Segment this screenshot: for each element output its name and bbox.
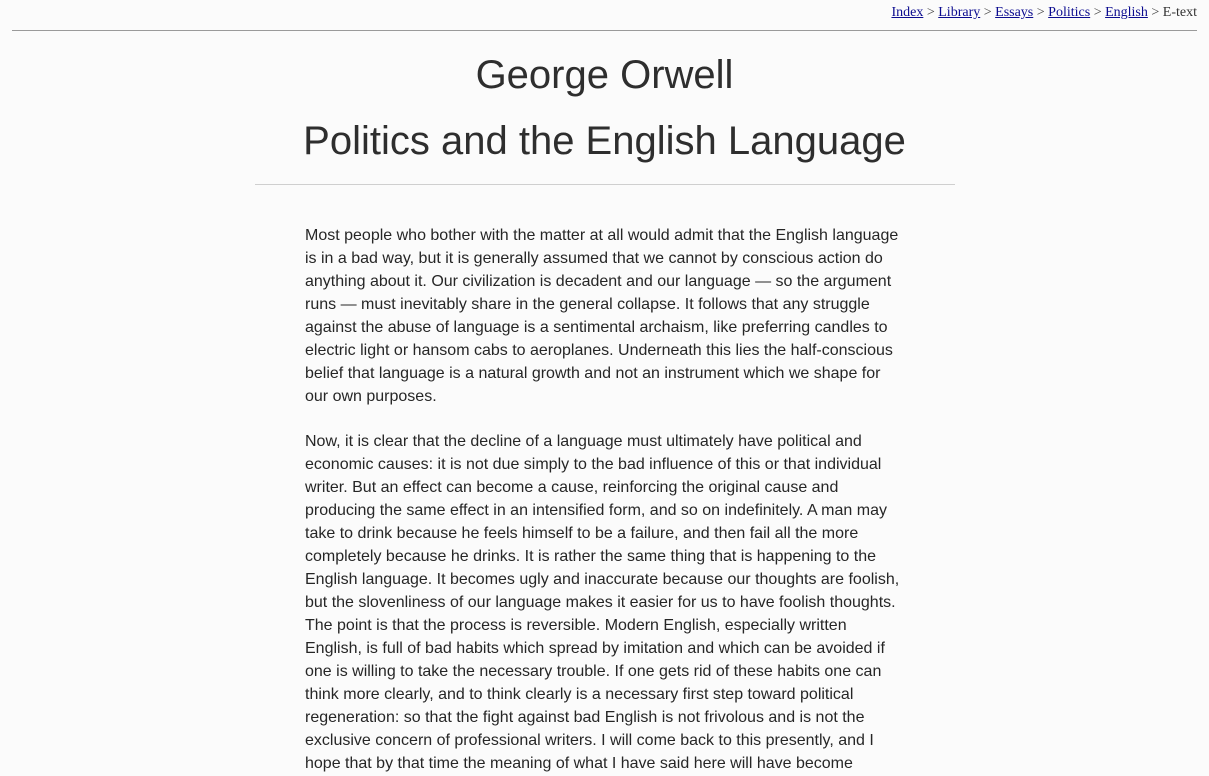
- top-divider: [12, 30, 1197, 31]
- author-heading: George Orwell: [475, 53, 734, 97]
- breadcrumb-link-politics[interactable]: Politics: [1048, 5, 1091, 20]
- breadcrumb-link-index[interactable]: Index: [891, 5, 924, 20]
- breadcrumb-link-library[interactable]: Library: [938, 5, 981, 20]
- breadcrumb-current: E-text: [1162, 5, 1197, 20]
- breadcrumb-separator: >: [983, 5, 992, 20]
- essay-paragraph: Most people who bother with the matter at all would admit that the English language is in a bad way, but it is generally assumed that we cannot by conscious action do anything about it. Our civilization is decadent and our language — so the argument runs — must inevitably share in the general collapse. It follows that any struggle against the abuse of language is a sentimental archaism, like preferring candles to electric light or hansom cabs to aeroplanes. Underneath this lies the half-conscious belief that language is a natural growth and not an instrument which we shape for our own purposes.: [305, 227, 899, 405]
- breadcrumb: [891, 4, 1197, 22]
- essay-body: [305, 224, 905, 776]
- essay-paragraph: Now, it is clear that the decline of a language must ultimately have political and economic causes: it is not due simply to the bad influence of this or that individual writer. But an effect can become a cause, reinforcing the original cause and producing the same effect in an intensified form, and so on indefinitely. A man may take to drink because he feels himself to be a failure, and then fail all the more completely because he drinks. It is rather the same thing that is happening to the English language. It becomes ugly and inaccurate because our thoughts are foolish, but the slovenliness of our language makes it easier for us to have foolish thoughts. The point is that the process is reversible. Modern English, especially written English, is full of bad habits which spread by imitation and which can be avoided if one is willing to take the necessary trouble. If one gets rid of these habits one can think more clearly, and to think clearly is a necessary first step toward political regeneration: so that the fight against bad English is not frivolous and is not the exclusive concern of professional writers. I will come back to this presently, and I hope that by that time the meaning of what I have said here will have become: [305, 433, 900, 772]
- title-divider: [255, 184, 955, 185]
- page-title: Politics and the English Language: [303, 119, 906, 163]
- breadcrumb-link-essays[interactable]: Essays: [995, 5, 1034, 20]
- breadcrumb-separator: >: [1036, 5, 1045, 20]
- breadcrumb-separator: >: [926, 5, 935, 20]
- breadcrumb-separator: >: [1151, 5, 1160, 20]
- breadcrumb-link-english[interactable]: English: [1105, 5, 1148, 20]
- breadcrumb-separator: >: [1093, 5, 1102, 20]
